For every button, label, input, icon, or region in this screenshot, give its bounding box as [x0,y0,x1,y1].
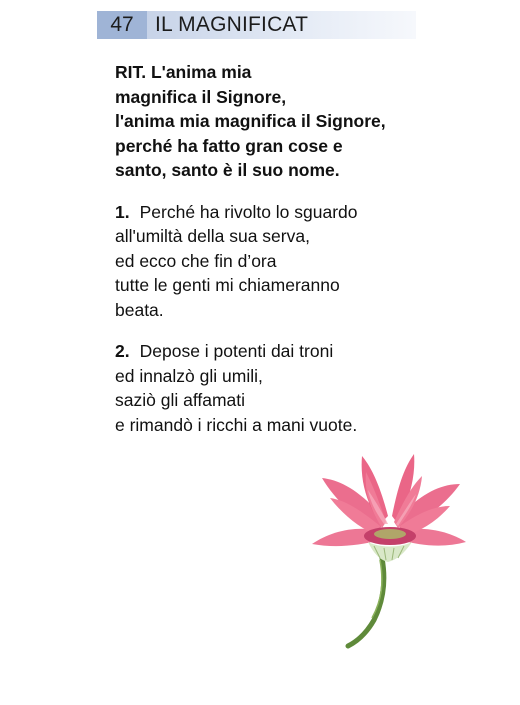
gerbera-flower-image [300,450,470,650]
verse-line: ed innalzò gli umili, [115,365,263,386]
verse-line: ed ecco che fin d’ora [115,250,277,271]
verse-1 [115,200,415,323]
verse-line-text: Depose i potenti dai troni [139,341,334,361]
verse-line: saziò gli affamati [115,390,246,410]
verse-number: 2. [115,341,130,361]
song-header [97,11,416,39]
verse-line [115,339,415,364]
refrain-line: l'anima mia magnifica il Signore, [115,111,386,131]
refrain-line: perché ha fatto gran cose e [115,135,343,156]
refrain [115,60,415,183]
verse-line: all'umiltà della sua serva, [115,226,310,246]
verse-line: e rimandò i ricchi a mani vuote. [115,414,358,435]
verse-line: tutte le genti mi chiameranno [115,275,340,295]
song-text [115,60,415,454]
refrain-line: RIT. L'anima mia [115,62,252,82]
song-number: 47 [97,11,147,39]
refrain-line: santo, santo è il suo nome. [115,160,340,180]
verse-line: beata. [115,299,164,320]
verse-line-text: Perché ha rivolto lo sguardo [139,201,358,222]
verse-2 [115,339,415,437]
song-title: IL MAGNIFICAT [147,11,416,39]
verse-number: 1. [115,201,130,222]
refrain-line: magnifica il Signore, [115,86,287,107]
verse-line [115,200,415,225]
